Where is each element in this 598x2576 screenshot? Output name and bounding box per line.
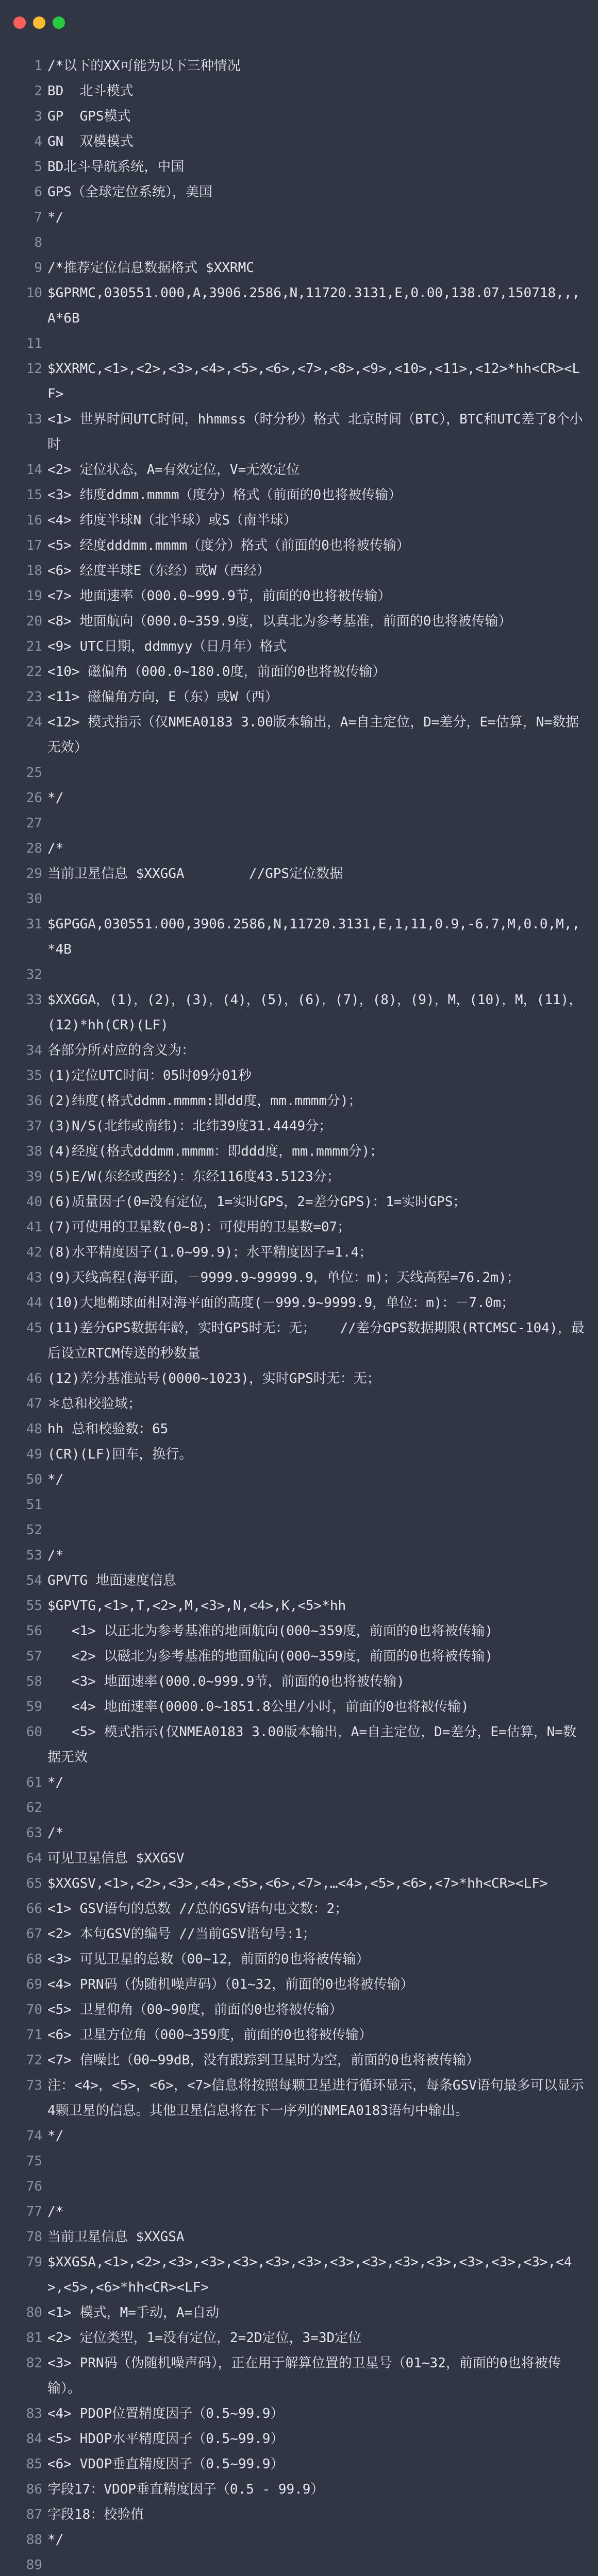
code-line [0,1240,598,1265]
code-line [0,912,598,962]
line-number: 55 [26,1598,42,1614]
line-number: 73 [26,2078,42,2093]
line-number: 41 [26,1219,42,1235]
code-line-text: <4> PRN码（伪随机噪声码）（01~32，前面的0也将被传输） [47,1977,414,1992]
line-number: 52 [26,1522,42,1538]
line-number: 83 [26,2406,42,2421]
line-number: 71 [26,2027,42,2043]
code-line [0,1871,598,1896]
line-number: 33 [26,992,42,1008]
code-line-text: $XXGGA，(1)，(2)，(3)，(4)，(5)，(6)，(7)，(8)，(9)，M，(10)，M，(11)，(12)*hh(CR)(LF) [47,992,583,1033]
code-line [0,1594,598,1619]
window-titlebar [0,0,598,43]
line-number: 12 [26,361,42,377]
code-line [0,2502,598,2528]
line-number: 45 [26,1320,42,1336]
code-line-text: <2> 定位状态，A=有效定位，V=无效定位 [47,462,300,478]
maximize-window-button[interactable] [53,16,65,29]
line-number: 82 [26,2355,42,2371]
code-line [0,786,598,811]
line-number: 13 [26,412,42,427]
line-number: 4 [34,134,42,149]
line-number: 49 [26,1447,42,1462]
code-line [0,1215,598,1240]
line-number: 64 [26,1851,42,1866]
code-line [0,2300,598,2326]
line-number: 6 [34,184,42,200]
code-line-text: $GPGGA,030551.000,3906.2586,N,11720.3131,E,1,11,0.9,-6.7,M,0.0,M,,*4B [47,917,580,957]
code-line-text: 各部分所对应的含义为： [47,1043,195,1058]
line-number: 50 [26,1472,42,1487]
code-line [0,1821,598,1846]
code-line-text: (3)N/S(北纬或南纬)：北纬39度31.4449分； [47,1118,333,1134]
line-number: 53 [26,1548,42,1563]
code-line-text: <1> 模式，M=手动，A=自动 [47,2305,220,2320]
code-line-text: (8)水平精度因子(1.0~99.9)；水平精度因子=1.4； [47,1245,373,1260]
code-line-text: <7> 信噪比（00~99dB，没有跟踪到卫星时为空，前面的0也将被传输） [47,2053,479,2068]
line-number: 28 [26,841,42,856]
code-line [0,1089,598,1114]
line-number: 54 [26,1573,42,1588]
line-number: 74 [26,2128,42,2144]
code-line [0,180,598,205]
code-line-text: <9> UTC日期，ddmmyy（日月年）格式 [47,639,287,654]
line-number: 88 [26,2532,42,2548]
code-line-text: GPS（全球定位系统），美国 [47,184,212,200]
code-line [0,988,598,1038]
code-line-text: /*以下的XX可能为以下三种情况 [47,58,241,74]
code-line [0,1543,598,1568]
code-line-text: /*推荐定位信息数据格式 $XXRMC [47,260,254,276]
code-line [0,811,598,836]
code-line [0,2553,598,2576]
line-number: 25 [26,765,42,781]
line-number: 29 [26,866,42,882]
code-line [0,710,598,760]
code-line [0,357,598,407]
code-line-text: GN 双模模式 [47,134,134,149]
code-line [0,1366,598,1392]
code-line [0,1164,598,1190]
line-number: 11 [26,336,42,351]
line-number: 38 [26,1144,42,1159]
line-number: 32 [26,967,42,982]
code-line [0,1063,598,1089]
code-line-text: GPVTG 地面速度信息 [47,1573,176,1588]
code-line-text: <3> 地面速率(000.0~999.9节，前面的0也将被传输) [47,1674,405,1689]
code-line [0,1493,598,1518]
code-line-text: */ [47,790,64,806]
line-number: 8 [34,235,42,250]
line-number: 42 [26,1245,42,1260]
line-number: 77 [26,2204,42,2219]
code-line-text: (6)质量因子(0=没有定位，1=实时GPS，2=差分GPS)：1=实时GPS； [47,1194,467,1210]
code-line [0,2073,598,2124]
code-line [0,230,598,256]
line-number: 14 [26,462,42,478]
code-line-text: <1> GSV语句的总数 //总的GSV语句电文数：2； [47,1901,348,1917]
code-line [0,1291,598,1316]
code-line-text: <6> 卫星方位角（000~359度，前面的0也将被传输） [47,2027,372,2043]
code-line-text: $GPRMC,030551.000,A,3906.2586,N,11720.3131,E,0.00,138.07,150718,,,A*6B [47,285,580,326]
code-line-text: $XXGSV,<1>,<2>,<3>,<4>,<5>,<6>,<7>,…<4>,<5>,<6>,<7>*hh<CR><LF> [47,1876,548,1891]
code-line [0,1922,598,1947]
code-line [0,1997,598,2023]
code-line [0,2528,598,2553]
line-number: 3 [34,109,42,124]
code-line-text: <12> 模式指示（仅NMEA0183 3.00版本输出，A=自主定位，D=差分，E=估算，N=数据无效） [47,715,579,755]
code-line-text: $XXRMC,<1>,<2>,<3>,<4>,<5>,<6>,<7>,<8>,<9>,<10>,<11>,<12>*hh<CR><LF> [47,361,580,402]
line-number: 26 [26,790,42,806]
line-number: 59 [26,1699,42,1715]
code-line [0,2124,598,2149]
code-line-text: (7)可使用的卫星数(0~8)：可使用的卫星数=07； [47,1219,351,1235]
code-line [0,54,598,79]
code-line [0,155,598,180]
code-line [0,331,598,357]
line-number: 76 [26,2179,42,2194]
line-number: 85 [26,2456,42,2472]
code-line [0,1720,598,1770]
code-line [0,1947,598,1972]
line-number: 81 [26,2330,42,2346]
code-line [0,2427,598,2452]
line-number: 86 [26,2482,42,2497]
line-number: 1 [34,58,42,74]
line-number: 66 [26,1901,42,1917]
code-line-text: 注：<4>，<5>，<6>，<7>信息将按照每颗卫星进行循环显示，每条GSV语句最多可以显示4颗卫星的信息。其他卫星信息将在下一序列的NMEA0183语句中输出。 [47,2078,584,2119]
line-number: 68 [26,1952,42,1967]
code-line-text: /* [47,1548,64,1563]
line-number: 84 [26,2431,42,2447]
line-number: 89 [26,2557,42,2573]
code-line-text: GP GPS模式 [47,109,131,124]
code-line [0,861,598,887]
line-number: 35 [26,1068,42,1083]
code-line-text: <3> 纬度ddmm.mmmm（度分）格式（前面的0也将被传输） [47,487,402,503]
line-number: 78 [26,2229,42,2245]
line-number: 57 [26,1649,42,1664]
line-number: 5 [34,159,42,175]
line-number: 20 [26,614,42,629]
code-line-text: <3> 可见卫星的总数（00~12，前面的0也将被传输） [47,1952,370,1967]
line-number: 19 [26,588,42,604]
code-line-text: (5)E/W(东经或西经)：东经116度43.5123分； [47,1169,340,1184]
code-line [0,1846,598,1871]
code-line-text: <6> 经度半球E（东经）或W（西经） [47,563,270,579]
code-line-text: 当前卫星信息 $XXGSA [47,2229,185,2245]
line-number: 31 [26,917,42,932]
close-window-button[interactable] [13,16,26,29]
minimize-window-button[interactable] [33,16,45,29]
code-line-text: (11)差分GPS数据年龄，实时GPS时无：无； //差分GPS数据期限(RTCMSC-104)，最后设立RTCM传送的秒数量 [47,1320,585,1361]
code-line [0,1669,598,1694]
code-line [0,836,598,861]
line-number: 24 [26,715,42,730]
code-line [0,1139,598,1164]
code-line-text: <3> PRN码（伪随机噪声码），正在用于解算位置的卫星号（01~32，前面的0也将被传输）。 [47,2355,561,2396]
code-line [0,2452,598,2477]
code-line [0,2401,598,2427]
code-line [0,205,598,230]
code-line [0,584,598,609]
code-line-text: BD北斗导航系统，中国 [47,159,185,175]
line-number: 43 [26,1270,42,1285]
code-line-text: (CR)(LF)回车，换行。 [47,1447,193,1462]
code-line-text: $XXGSA,<1>,<2>,<3>,<3>,<3>,<3>,<3>,<3>,<3>,<3>,<3>,<3>,<3>,<3>,<4>,<5>,<6>*hh<CR><LF> [47,2255,572,2295]
code-line [0,2199,598,2225]
code-line [0,1972,598,1997]
code-line-text: hh 总和校验数：65 [47,1421,169,1437]
line-number: 15 [26,487,42,503]
code-line [0,457,598,483]
code-line [0,685,598,710]
line-number: 79 [26,2255,42,2270]
code-line [0,1619,598,1644]
line-number: 16 [26,513,42,528]
code-line [0,634,598,659]
line-number: 7 [34,210,42,225]
line-number: 9 [34,260,42,276]
code-line [0,2048,598,2073]
code-line [0,1644,598,1669]
code-line-text: <5> 模式指示(仅NMEA0183 3.00版本输出，A=自主定位，D=差分，E=估算，N=数据无效 [47,1724,576,1765]
code-line-text: /* [47,1825,64,1841]
line-number: 80 [26,2305,42,2320]
code-line-text: <1> 以正北为参考基准的地面航向(000~359度，前面的0也将被传输) [47,1623,493,1639]
code-line [0,129,598,155]
line-number: 51 [26,1497,42,1513]
line-number: 34 [26,1043,42,1058]
line-number: 39 [26,1169,42,1184]
code-line [0,2225,598,2250]
code-line-text: <5> HDOP水平精度因子（0.5~99.9） [47,2431,284,2447]
line-number: 40 [26,1194,42,1210]
code-line-text: <4> 地面速率(0000.0~1851.8公里/小时，前面的0也将被传输) [47,1699,469,1715]
line-number: 2 [34,83,42,99]
code-line [0,2326,598,2351]
line-number: 36 [26,1093,42,1109]
code-line [0,1694,598,1720]
code-line [0,483,598,508]
line-number: 47 [26,1396,42,1412]
code-line [0,760,598,786]
line-number: 30 [26,891,42,907]
code-line [0,1568,598,1594]
code-line [0,104,598,129]
line-number: 72 [26,2053,42,2068]
code-line [0,1518,598,1543]
code-line-text: <11> 磁偏角方向，E（东）或W（西） [47,689,278,705]
code-line-text: <5> 卫星仰角（00~90度，前面的0也将被传输） [47,2002,343,2018]
code-line [0,2351,598,2401]
line-number: 87 [26,2507,42,2522]
code-line [0,79,598,104]
code-line-text: <4> PDOP位置精度因子（0.5~99.9） [47,2406,284,2421]
code-block [0,54,598,2576]
code-line-text: <10> 磁偏角（000.0~180.0度，前面的0也将被传输） [47,664,386,680]
code-line [0,962,598,988]
code-line-text: (9)天线高程(海平面，－9999.9~99999.9，单位：m)；天线高程=76.2m)； [47,1270,520,1285]
line-number: 56 [26,1623,42,1639]
line-number: 23 [26,689,42,705]
code-line-text: ＊总和校验域； [47,1396,142,1412]
code-line [0,609,598,634]
code-line [0,1392,598,1417]
code-line-text: (10)大地椭球面相对海平面的高度(－999.9~9999.9，单位：m)：－7.0m； [47,1295,515,1311]
code-line-text: <4> 纬度半球N（北半球）或S（南半球） [47,513,297,528]
code-line [0,2250,598,2300]
code-line [0,1770,598,1795]
line-number: 21 [26,639,42,654]
code-line-text: (1)定位UTC时间：05时09分01秒 [47,1068,252,1083]
code-line-text: <2> 本句GSV的编号 //当前GSV语句号:1； [47,1926,316,1942]
line-number: 75 [26,2154,42,2169]
code-line-text: (4)经度(格式dddmm.mmmm：即ddd度，mm.mmmm分)； [47,1144,384,1159]
code-line-text: */ [47,1775,64,1790]
code-line [0,1038,598,1063]
line-number: 27 [26,816,42,831]
code-line-text: 字段18：校验值 [47,2507,144,2522]
code-line-text: <2> 以磁北为参考基准的地面航向(000~359度，前面的0也将被传输) [47,1649,493,1664]
code-line-text: 可见卫星信息 $XXGSV [47,1851,185,1866]
code-line-text: <1> 世界时间UTC时间，hhmmss（时分秒）格式 北京时间（BTC），BTC和UTC差了8个小时 [47,412,583,452]
code-line [0,281,598,331]
code-line-text: <7> 地面速率（000.0~999.9节，前面的0也将被传输） [47,588,391,604]
code-line [0,1467,598,1493]
code-line-text: (2)纬度(格式ddmm.mmmm:即dd度，mm.mmmm分)； [47,1093,362,1109]
code-line [0,1417,598,1442]
code-line-text: 字段17：VDOP垂直精度因子（0.5 - 99.9） [47,2482,324,2497]
code-line-text: <6> VDOP垂直精度因子（0.5~99.9） [47,2456,284,2472]
line-number: 61 [26,1775,42,1790]
code-line [0,508,598,533]
code-line [0,2149,598,2174]
code-line [0,1442,598,1467]
line-number: 18 [26,563,42,579]
code-line [0,2174,598,2199]
code-line-text: <5> 经度dddmm.mmmm（度分）格式（前面的0也将被传输） [47,538,410,553]
code-line-text: (12)差分基准站号(0000~1023)，实时GPS时无：无； [47,1371,380,1386]
code-line-text: <2> 定位类型，1=没有定位，2=2D定位，3=3D定位 [47,2330,362,2346]
code-line [0,1190,598,1215]
code-line [0,1316,598,1366]
code-line [0,256,598,281]
line-number: 46 [26,1371,42,1386]
code-line [0,659,598,685]
code-line [0,2477,598,2502]
code-line-text: */ [47,210,64,225]
line-number: 60 [26,1724,42,1740]
code-line-text: */ [47,1472,64,1487]
code-line-text: /* [47,841,64,856]
line-number: 10 [26,285,42,301]
line-number: 70 [26,2002,42,2018]
code-line [0,1896,598,1922]
line-number: 62 [26,1800,42,1816]
line-number: 69 [26,1977,42,1992]
line-number: 58 [26,1674,42,1689]
code-line [0,533,598,558]
code-line [0,887,598,912]
code-line-text: $GPVTG,<1>,T,<2>,M,<3>,N,<4>,K,<5>*hh [47,1598,346,1614]
line-number: 65 [26,1876,42,1891]
line-number: 67 [26,1926,42,1942]
code-line [0,1265,598,1291]
code-line [0,407,598,457]
code-line-text: */ [47,2128,64,2144]
line-number: 17 [26,538,42,553]
line-number: 63 [26,1825,42,1841]
code-line-text: BD 北斗模式 [47,83,134,99]
line-number: 48 [26,1421,42,1437]
code-line [0,1114,598,1139]
code-line-text: <8> 地面航向（000.0~359.9度，以真北为参考基准，前面的0也将被传输） [47,614,512,629]
code-line [0,2023,598,2048]
code-line [0,558,598,584]
line-number: 37 [26,1118,42,1134]
code-line [0,1795,598,1821]
code-line-text: */ [47,2532,64,2548]
line-number: 22 [26,664,42,680]
line-number: 44 [26,1295,42,1311]
code-line-text: 当前卫星信息 $XXGGA //GPS定位数据 [47,866,343,882]
code-line-text: /* [47,2204,64,2219]
